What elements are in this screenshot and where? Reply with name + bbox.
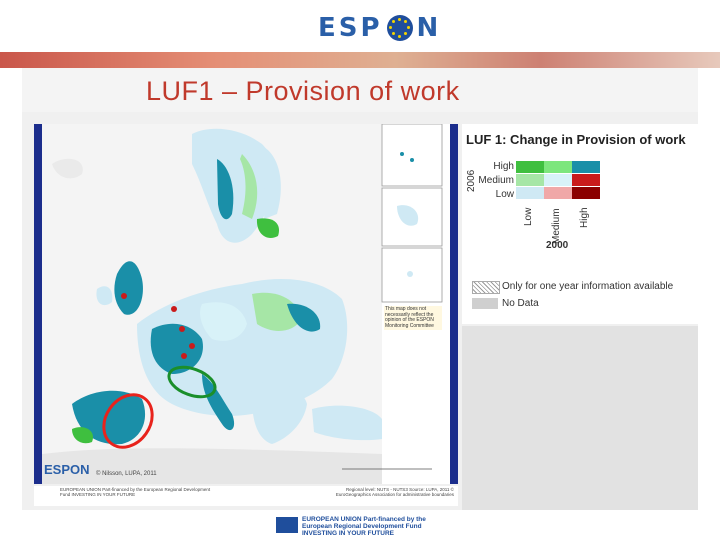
map-source-text: Regional level: NUTS - NUTS3 Source: LUPA, 2011 © EuroGeographics Association for administrative boundaries	[335, 487, 454, 497]
decorative-stripe	[0, 52, 720, 68]
content-right-panel	[462, 326, 698, 510]
legend-title: LUF 1: Change in Provision of work	[466, 132, 686, 147]
espon-logo-text-left: ESP	[318, 13, 383, 43]
legend-year-horizontal: 2000	[546, 240, 569, 251]
map-espon-logo: ESPON	[44, 462, 90, 477]
legend-cell-medium-high	[572, 174, 600, 186]
slide-title: LUF1 – Provision of work	[146, 76, 460, 106]
legend-cell-medium-low	[516, 174, 544, 186]
legend-col-label-high: High	[579, 207, 590, 228]
legend-cell-high-medium	[544, 161, 572, 173]
legend-cell-low-medium	[544, 187, 572, 199]
legend-cell-low-low	[516, 187, 544, 199]
legend-hatched-label: Only for one year information available	[502, 281, 674, 292]
legend-row-label-low: Low	[495, 189, 514, 200]
footer-eu-text: EUROPEAN UNION Part-financed by the European Regional Development Fund INVESTING IN YOUR FUTURE	[302, 516, 426, 537]
map-funder-text: EUROPEAN UNION Part-financed by the European Regional Development Fund INVESTING IN YOUR FUTURE	[60, 487, 211, 497]
legend-row-label-high: High	[493, 161, 514, 172]
espon-logo	[318, 12, 441, 44]
legend-hatched-swatch	[472, 281, 500, 294]
legend-nodata-label: No Data	[502, 298, 539, 309]
legend-col-label-medium: Medium	[551, 208, 562, 244]
eu-flag-icon	[276, 517, 298, 533]
legend-year-vertical: 2006	[466, 169, 477, 192]
legend-cell-low-high	[572, 187, 600, 199]
legend-cell-medium-medium	[544, 174, 572, 186]
eu-stars-icon	[387, 15, 413, 41]
legend-row-label-medium: Medium	[478, 175, 514, 186]
legend-col-label-low: Low	[523, 207, 534, 226]
legend-cell-high-high	[572, 161, 600, 173]
europe-map	[42, 124, 450, 484]
espon-logo-text-right: N	[416, 13, 442, 43]
map-copyright: © Nilsson, LUPA, 2011	[96, 471, 157, 477]
legend-cell-high-low	[516, 161, 544, 173]
legend-nodata-swatch	[472, 298, 498, 309]
map-disclaimer-note: This map does not necessarily reflect the opinion of the ESPON Monitoring Committee	[384, 306, 442, 330]
